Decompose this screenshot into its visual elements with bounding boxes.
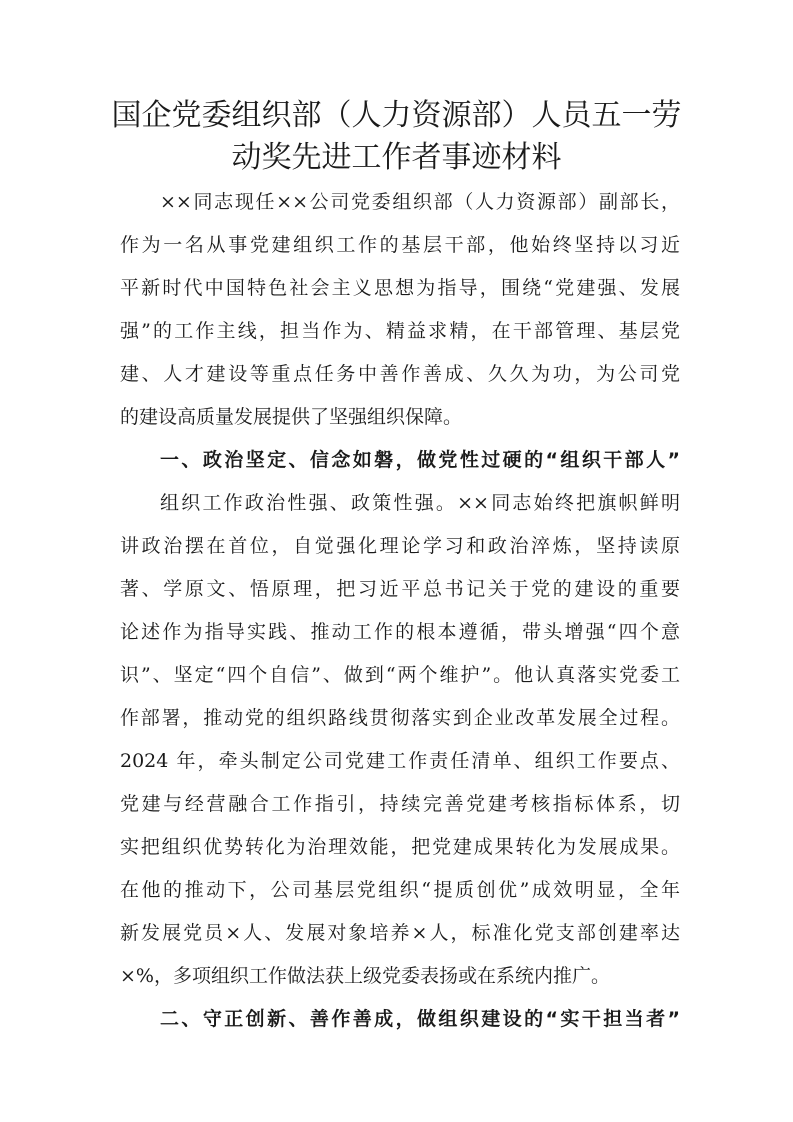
section-1-line-8: 党建与经营融合工作指引，持续完善党建考核指标体系，切 xyxy=(120,793,680,815)
section-1-line-11: 新发展党员×人、发展对象培养×人，标准化党支部创建率达 xyxy=(120,922,680,944)
section-2-heading: 二、守正创新、善作善成，做组织建设的“实干担当者” xyxy=(160,1008,680,1030)
section-1-line-3: 著、学原文、悟原理，把习近平总书记关于党的建设的重要 xyxy=(120,578,680,600)
section-1-line-5: 识”、坚定“四个自信”、做到“两个维护”。他认真落实党委工 xyxy=(120,664,680,686)
intro-line-2: 作为一名从事党建组织工作的基层干部，他始终坚持以习近 xyxy=(120,234,680,256)
intro-line-6: 的建设高质量发展提供了坚强组织保障。 xyxy=(120,406,463,428)
document-title-line-1: 国企党委组织部（人力资源部）人员五一劳 xyxy=(111,98,682,133)
section-1-line-7: 2024 年，牵头制定公司党建工作责任清单、组织工作要点、 xyxy=(120,750,680,772)
intro-line-4: 强”的工作主线，担当作为、精益求精，在干部管理、基层党 xyxy=(120,320,680,342)
intro-line-3: 平新时代中国特色社会主义思想为指导，围绕“党建强、发展 xyxy=(120,277,680,299)
section-1-heading: 一、政治坚定、信念如磐，做党性过硬的“组织干部人” xyxy=(160,449,680,471)
intro-line-5: 建、人才建设等重点任务中善作善成、久久为功，为公司党 xyxy=(120,363,680,385)
section-1-line-1: 组织工作政治性强、政策性强。××同志始终把旗帜鲜明 xyxy=(160,492,680,514)
section-1-line-2: 讲政治摆在首位，自觉强化理论学习和政治淬炼，坚持读原 xyxy=(120,535,680,557)
intro-line-1: ××同志现任××公司党委组织部（人力资源部）副部长， xyxy=(160,191,680,213)
section-1-line-4: 论述作为指导实践、推动工作的根本遵循，带头增强“四个意 xyxy=(120,621,680,643)
section-1-line-6: 作部署，推动党的组织路线贯彻落实到企业改革发展全过程。 xyxy=(120,707,680,729)
section-1-line-9: 实把组织优势转化为治理效能，把党建成果转化为发展成果。 xyxy=(120,836,680,858)
document-title-line-2: 动奖先进工作者事迹材料 xyxy=(231,140,562,175)
section-1-line-10: 在他的推动下，公司基层党组织“提质创优”成效明显，全年 xyxy=(120,879,680,901)
section-1-line-12: ×%，多项组织工作做法获上级党委表扬或在系统内推广。 xyxy=(120,965,610,987)
